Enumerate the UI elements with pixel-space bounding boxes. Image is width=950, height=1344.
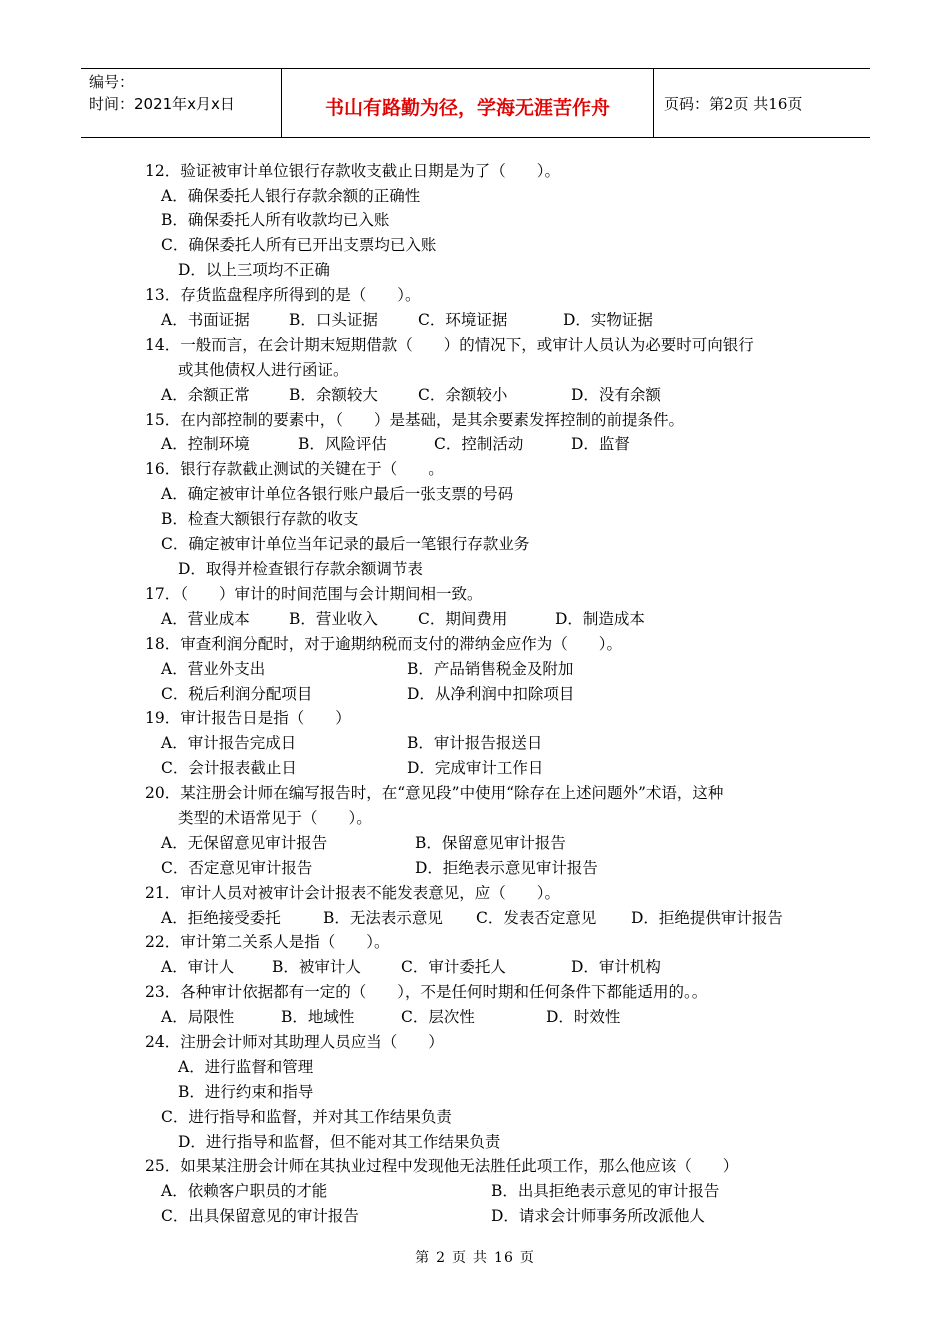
option-16-c: C．确定被审计单位当年记录的最后一笔银行存款业务 bbox=[161, 535, 530, 553]
option-25-b: B．出具拒绝表示意见的审计报告 bbox=[491, 1182, 720, 1200]
option-24-a: A．进行监督和管理 bbox=[178, 1058, 314, 1076]
header-left bbox=[81, 69, 281, 137]
option-19-d: D．完成审计工作日 bbox=[407, 759, 544, 777]
option-25-c: C．出具保留意见的审计报告 bbox=[161, 1207, 359, 1225]
question-stem-13: 13．存货监盘程序所得到的是（ ）。 bbox=[145, 286, 421, 304]
option-16-d: D．取得并检查银行存款余额调节表 bbox=[178, 560, 423, 578]
option-21-d: D．拒绝提供审计报告 bbox=[631, 909, 783, 927]
question-stem-22: 22．审计第二关系人是指（ ）。 bbox=[145, 933, 390, 951]
option-20-d: D．拒绝表示意见审计报告 bbox=[415, 859, 598, 877]
option-21-c: C．发表否定意见 bbox=[476, 909, 597, 927]
footer-gong: 共 bbox=[473, 1250, 489, 1266]
option-13-a: A．书面证据 bbox=[161, 311, 250, 329]
option-18-d: D．从净利润中扣除项目 bbox=[407, 685, 575, 703]
option-25-d: D．请求会计师事务所改派他人 bbox=[491, 1207, 705, 1225]
question-stem-18: 18．审查利润分配时，对于逾期纳税而支付的滞纳金应作为（ ）。 bbox=[145, 635, 622, 653]
option-13-d: D．实物证据 bbox=[563, 311, 653, 329]
footer-total-pages: 16 bbox=[494, 1250, 514, 1266]
option-16-a: A．确定被审计单位各银行账户最后一张支票的号码 bbox=[161, 485, 514, 503]
option-12-b: B．确保委托人所有收款均已入账 bbox=[161, 211, 390, 229]
option-19-c: C．会计报表截止日 bbox=[161, 759, 297, 777]
option-23-a: A．局限性 bbox=[161, 1008, 235, 1026]
page-footer bbox=[0, 1247, 950, 1267]
question-stem-25: 25．如果某注册会计师在其执业过程中发现他无法胜任此项工作，那么他应该（ ） bbox=[145, 1157, 739, 1175]
option-14-a: A．余额正常 bbox=[161, 386, 250, 404]
option-23-b: B．地域性 bbox=[281, 1008, 355, 1026]
option-23-c: C．层次性 bbox=[401, 1008, 475, 1026]
option-18-b: B．产品销售税金及附加 bbox=[407, 660, 574, 678]
option-22-d: D．审计机构 bbox=[571, 958, 661, 976]
question-stem-16: 16．银行存款截止测试的关键在于（ 。 bbox=[145, 460, 444, 478]
page-header bbox=[81, 68, 870, 138]
option-20-a: A．无保留意见审计报告 bbox=[161, 834, 328, 852]
code-label: 编号： bbox=[89, 73, 135, 91]
option-12-a: A．确保委托人银行存款余额的正确性 bbox=[161, 187, 421, 205]
option-12-d: D．以上三项均不正确 bbox=[178, 261, 330, 279]
option-21-a: A．拒绝接受委托 bbox=[161, 909, 281, 927]
option-19-b: B．审计报告报送日 bbox=[407, 734, 543, 752]
question-stem-14: 14．一般而言，在会计期末短期借款（ ）的情况下，或审计人员认为必要时可向银行 bbox=[145, 336, 754, 354]
option-15-d: D．监督 bbox=[571, 435, 630, 453]
option-15-b: B．风险评估 bbox=[298, 435, 387, 453]
question-stem-15: 15．在内部控制的要素中，（ ）是基础，是其余要素发挥控制的前提条件。 bbox=[145, 411, 684, 429]
question-stem-19: 19．审计报告日是指（ ） bbox=[145, 709, 351, 727]
option-12-c: C．确保委托人所有已开出支票均已入账 bbox=[161, 236, 437, 254]
question-stem-24: 24．注册会计师对其助理人员应当（ ） bbox=[145, 1033, 444, 1051]
option-16-b: B．检查大额银行存款的收支 bbox=[161, 510, 359, 528]
option-15-c: C．控制活动 bbox=[434, 435, 524, 453]
option-17-c: C．期间费用 bbox=[418, 610, 508, 628]
option-17-a: A．营业成本 bbox=[161, 610, 250, 628]
option-22-c: C．审计委托人 bbox=[401, 958, 506, 976]
option-20-b: B．保留意见审计报告 bbox=[415, 834, 566, 852]
option-18-c: C．税后利润分配项目 bbox=[161, 685, 313, 703]
option-25-a: A．依赖客户职员的才能 bbox=[161, 1182, 328, 1200]
option-15-a: A．控制环境 bbox=[161, 435, 250, 453]
footer-page-number: 2 bbox=[436, 1250, 447, 1266]
option-23-d: D．时效性 bbox=[546, 1008, 621, 1026]
option-17-b: B．营业收入 bbox=[289, 610, 378, 628]
option-24-b: B．进行约束和指导 bbox=[178, 1083, 314, 1101]
option-17-d: D．制造成本 bbox=[555, 610, 645, 628]
option-24-d: D．进行指导和监督，但不能对其工作结果负责 bbox=[178, 1133, 501, 1151]
option-13-c: C．环境证据 bbox=[418, 311, 508, 329]
question-stem-20: 20．某注册会计师在编写报告时，在“意见段”中使用“除存在上述问题外”术语，这种 bbox=[145, 784, 724, 802]
option-22-b: B．被审计人 bbox=[272, 958, 361, 976]
header-page-info: 页码：第2页 共16页 bbox=[664, 94, 803, 113]
option-22-a: A．审计人 bbox=[161, 958, 235, 976]
footer-di: 第 bbox=[415, 1250, 431, 1266]
footer-ye-2: 页 bbox=[519, 1250, 535, 1266]
question-stem-12: 12．验证被审计单位银行存款收支截止日期是为了（ ）。 bbox=[145, 162, 560, 180]
option-21-b: B．无法表示意见 bbox=[323, 909, 443, 927]
option-14-c: C．余额较小 bbox=[418, 386, 508, 404]
option-14-d: D．没有余额 bbox=[571, 386, 661, 404]
option-19-a: A．审计报告完成日 bbox=[161, 734, 297, 752]
question-stem-23: 23．各种审计依据都有一定的（ ），不是任何时期和任何条件下都能适用的。。 bbox=[145, 983, 708, 1001]
question-stem-17: 17．（ ）审计的时间范围与会计期间相一致。 bbox=[145, 585, 483, 603]
question-stem-20-cont: 类型的术语常见于（ ）。 bbox=[178, 809, 372, 827]
option-13-b: B．口头证据 bbox=[289, 311, 378, 329]
option-20-c: C．否定意见审计报告 bbox=[161, 859, 313, 877]
question-stem-21: 21．审计人员对被审计会计报表不能发表意见，应（ ）。 bbox=[145, 884, 560, 902]
option-24-c: C．进行指导和监督，并对其工作结果负责 bbox=[161, 1108, 452, 1126]
option-14-b: B．余额较大 bbox=[289, 386, 378, 404]
header-motto: 书山有路勤为径，学海无涯苦作舟 bbox=[281, 69, 654, 137]
footer-ye: 页 bbox=[452, 1250, 468, 1266]
question-stem-14-cont: 或其他债权人进行函证。 bbox=[178, 361, 349, 379]
time-label: 时间：2021年x月x日 bbox=[89, 95, 235, 113]
option-18-a: A．营业外支出 bbox=[161, 660, 266, 678]
